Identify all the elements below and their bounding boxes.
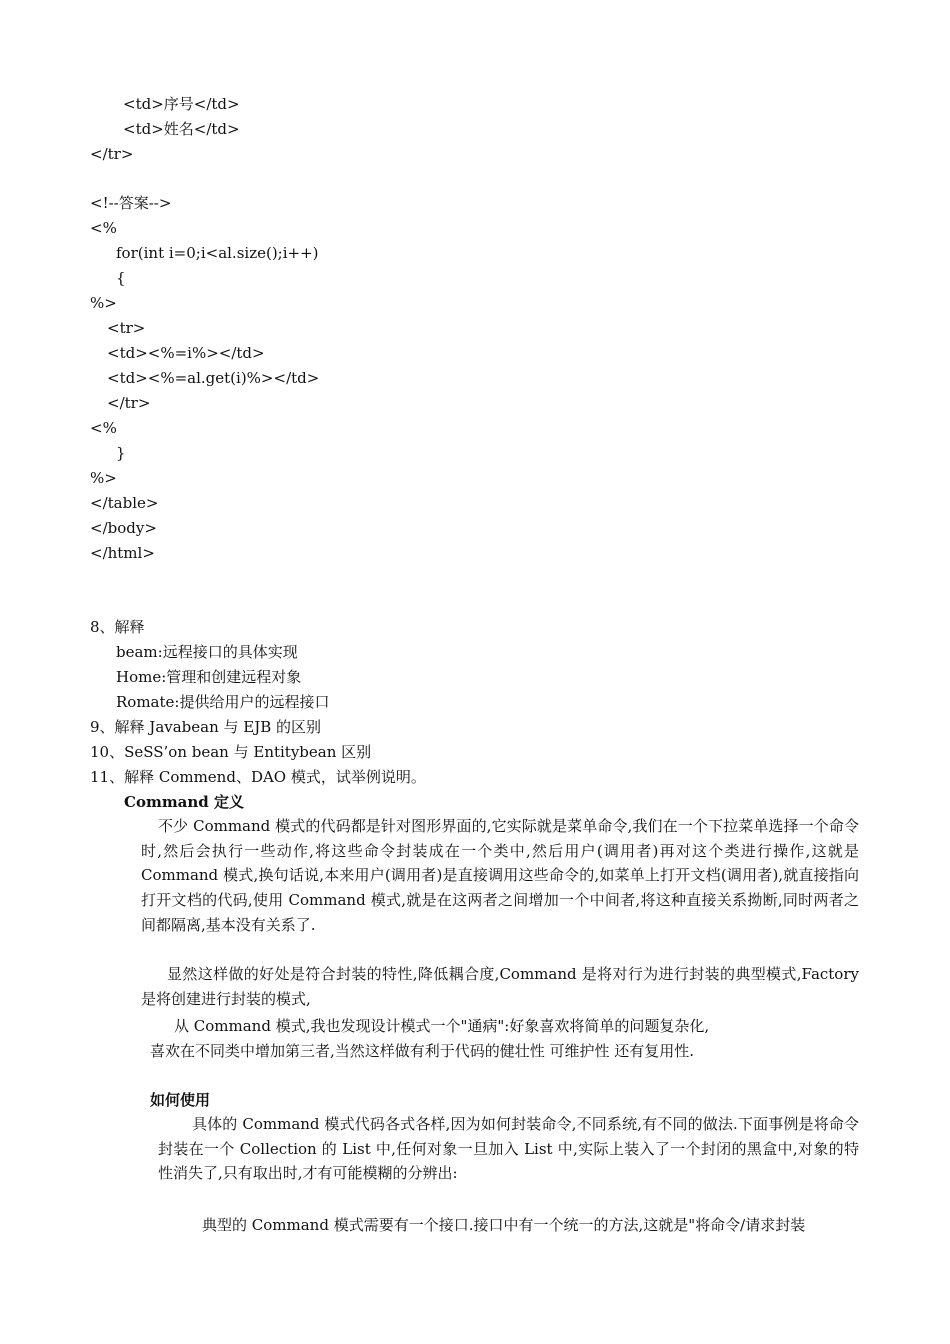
question-9-title: 9、解释 Javabean 与 EJB 的区别	[90, 718, 322, 736]
code-line: %>	[90, 294, 117, 312]
code-line: <td>序号</td>	[123, 95, 240, 113]
code-line: %>	[90, 469, 117, 487]
code-line: </table>	[90, 494, 159, 512]
code-line: <%	[90, 219, 117, 237]
command-benefit-paragraph: 显然这样做的好处是符合封装的特性,降低耦合度,Command 是将对行为进行封装的典型模式,Factory 是将创建进行封装的模式,	[141, 965, 859, 1008]
code-line: <td><%=al.get(i)%></td>	[107, 369, 320, 387]
code-line: {	[116, 269, 126, 287]
code-line: <td>姓名</td>	[123, 120, 240, 138]
how-to-use-paragraph: 具体的 Command 模式代码各式各样,因为如何封装命令,不同系统,有不同的做法.下面事例是将命令封装在一个 Collection 的 List 中,任何对象一旦加入 List 中,实际上装入了一个封闭的黑盒中,对象的特性消失了,只有取出时,才有可能模糊的分辨出:	[158, 1115, 859, 1183]
command-observation-line: 从 Command 模式,我也发现设计模式一个"通病":好象喜欢将简单的问题复杂化,	[174, 1017, 710, 1035]
code-line: <!--答案-->	[90, 194, 172, 212]
command-definition-heading: Command 定义	[124, 793, 245, 811]
question-8-item: beam:远程接口的具体实现	[116, 643, 298, 661]
command-definition-paragraph: 不少 Command 模式的代码都是针对图形界面的,它实际就是菜单命令,我们在一个下拉菜单选择一个命令时,然后会执行一些动作,将这些命令封装成在一个类中,然后用户(调用者)再对这个类进行操作,这就是 Command 模式,换句话说,本来用户(调用者)是直接调用这些命令的,如菜单上打开文档(调用者),就直接指向打开文档的代码,使用 Command 模式,就是在这两者之间增加一个中间者,将这种直接关系拗断,同时两者之间都隔离,基本没有关系了.	[141, 817, 859, 934]
code-line: <td><%=i%></td>	[107, 344, 265, 362]
code-line: </tr>	[107, 394, 151, 412]
code-line: </body>	[90, 519, 157, 537]
code-line: <tr>	[107, 319, 146, 337]
code-line: <%	[90, 419, 117, 437]
question-8-item: Home:管理和创建远程对象	[116, 668, 302, 686]
code-line: </html>	[90, 544, 155, 562]
question-8-title: 8、解释	[90, 618, 145, 636]
question-8-item: Romate:提供给用户的远程接口	[116, 693, 330, 711]
question-11-title: 11、解释 Commend、DAO 模式，试举例说明。	[90, 768, 426, 786]
how-to-use-heading: 如何使用	[150, 1091, 211, 1109]
code-line: for(int i=0;i<al.size();i++)	[116, 244, 319, 262]
code-line: </tr>	[90, 145, 134, 163]
code-line: }	[116, 444, 126, 462]
how-to-use-paragraph-2: 典型的 Command 模式需要有一个接口.接口中有一个统一的方法,这就是"将命令/请求封装	[202, 1216, 806, 1234]
question-10-title: 10、SeSS’on bean 与 Entitybean 区别	[90, 743, 372, 761]
command-observation-line: 喜欢在不同类中增加第三者,当然这样做有利于代码的健壮性 可维护性 还有复用性.	[150, 1042, 695, 1060]
